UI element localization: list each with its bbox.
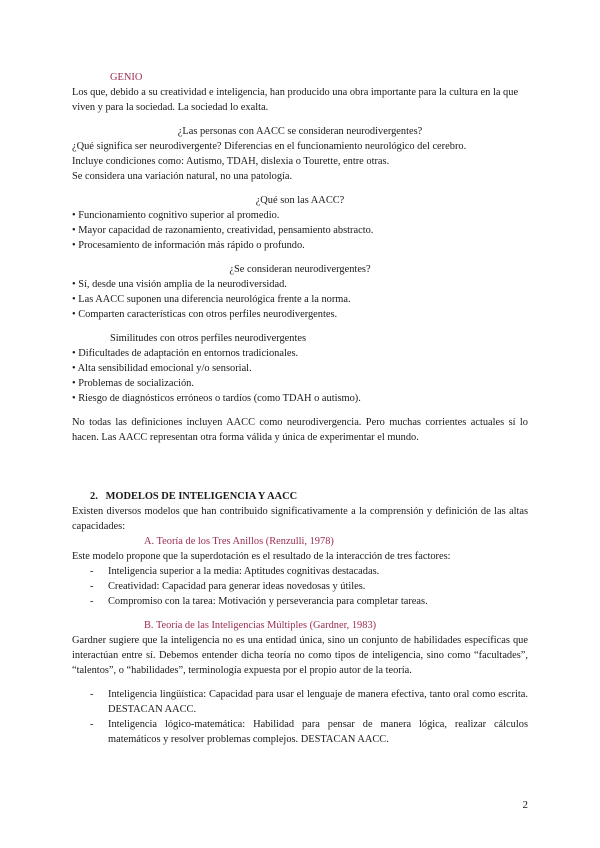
- list-item: • Procesamiento de información más rápido o profundo.: [72, 240, 305, 251]
- section-heading: [72, 489, 528, 504]
- subsection-b-text: Gardner sugiere que la inteligencia no es una entidad única, sino un conjunto de habilidades específicas que interactúan entre sí. Debemos entender dicha teoría no como tipos de inteligencia, sino como “facultades”, “talentos”, o “habilidades”, terminología expuesta por el propio autor de la teoría.: [72, 635, 528, 676]
- neuro-line: ¿Qué significa ser neurodivergente? Diferencias en el funcionamiento neurológico del cerebro.: [72, 141, 467, 152]
- se-consideran-title: ¿Se consideran neurodivergentes?: [229, 264, 371, 275]
- list-item: • Dificultades de adaptación en entornos tradicionales.: [72, 348, 299, 359]
- section-intro: Existen diversos modelos que han contribuido significativamente a la comprensión y definición de las altas capacidades:: [72, 506, 528, 532]
- neuro-line: Se considera una variación natural, no una patología.: [72, 171, 293, 182]
- que-son-title: ¿Qué son las AACC?: [255, 195, 345, 206]
- conclusion-paragraph: No todas las definiciones incluyen AACC como neurodivergencia. Pero muchas corrientes actuales sí lo hacen. Las AACC representan otra forma válida y única de experimentar el mundo.: [72, 417, 528, 443]
- list-item: - Inteligencia lógico-matemática: Habilidad para pensar de manera lógica, realizar cálculos matemáticos y resolver problemas complejos. DESTACAN AACC.: [90, 719, 528, 745]
- neuro-line: Incluye condiciones como: Autismo, TDAH, dislexia o Tourette, entre otras.: [72, 156, 390, 167]
- subsection-a-text: Este modelo propone que la superdotación es el resultado de la interacción de tres factores:: [72, 551, 451, 562]
- genio-title: GENIO: [110, 72, 143, 83]
- list-item: • Funcionamiento cognitivo superior al promedio.: [72, 210, 280, 221]
- similitudes-title: Similitudes con otros perfiles neurodivergentes: [110, 333, 307, 344]
- subsection-b-heading: B. Teoría de las Inteligencias Múltiples (Gardner, 1983): [144, 620, 377, 631]
- list-item: - Inteligencia lingüística: Capacidad para usar el lenguaje de manera efectiva, tanto oral como escrita. DESTACAN AACC.: [90, 689, 528, 715]
- three-rings-list: [72, 564, 528, 609]
- multiple-intelligences-list: [72, 687, 528, 747]
- list-item: - Compromiso con la tarea: Motivación y perseverancia para completar tareas.: [90, 596, 428, 607]
- section-title: MODELOS DE INTELIGENCIA Y AACC: [105, 491, 298, 502]
- list-item: • Comparten características con otros perfiles neurodivergentes.: [72, 309, 338, 320]
- list-item: - Creatividad: Capacidad para generar ideas novedosas y útiles.: [90, 581, 366, 592]
- list-item: • Mayor capacidad de razonamiento, creatividad, pensamiento abstracto.: [72, 225, 374, 236]
- neuro-question: ¿Las personas con AACC se consideran neurodivergentes?: [177, 126, 423, 137]
- list-item: • Sí, desde una visión amplia de la neurodiversidad.: [72, 279, 287, 290]
- page-number: 2: [522, 799, 528, 811]
- list-item: • Problemas de socialización.: [72, 378, 194, 389]
- subsection-a-heading: A. Teoría de los Tres Anillos (Renzulli, 1978): [144, 536, 334, 547]
- genio-text: Los que, debido a su creatividad e inteligencia, han producido una obra importante para la cultura en la que viven y para la sociedad. La sociedad lo exalta.: [72, 87, 519, 113]
- list-item: • Las AACC suponen una diferencia neurológica frente a la norma.: [72, 294, 351, 305]
- list-item: • Alta sensibilidad emocional y/o sensorial.: [72, 363, 252, 374]
- list-item: • Riesgo de diagnósticos erróneos o tardíos (como TDAH o autismo).: [72, 393, 361, 404]
- section-number: 2.: [90, 491, 98, 502]
- list-item: - Inteligencia superior a la media: Aptitudes cognitivas destacadas.: [90, 566, 380, 577]
- document-page: [72, 70, 528, 747]
